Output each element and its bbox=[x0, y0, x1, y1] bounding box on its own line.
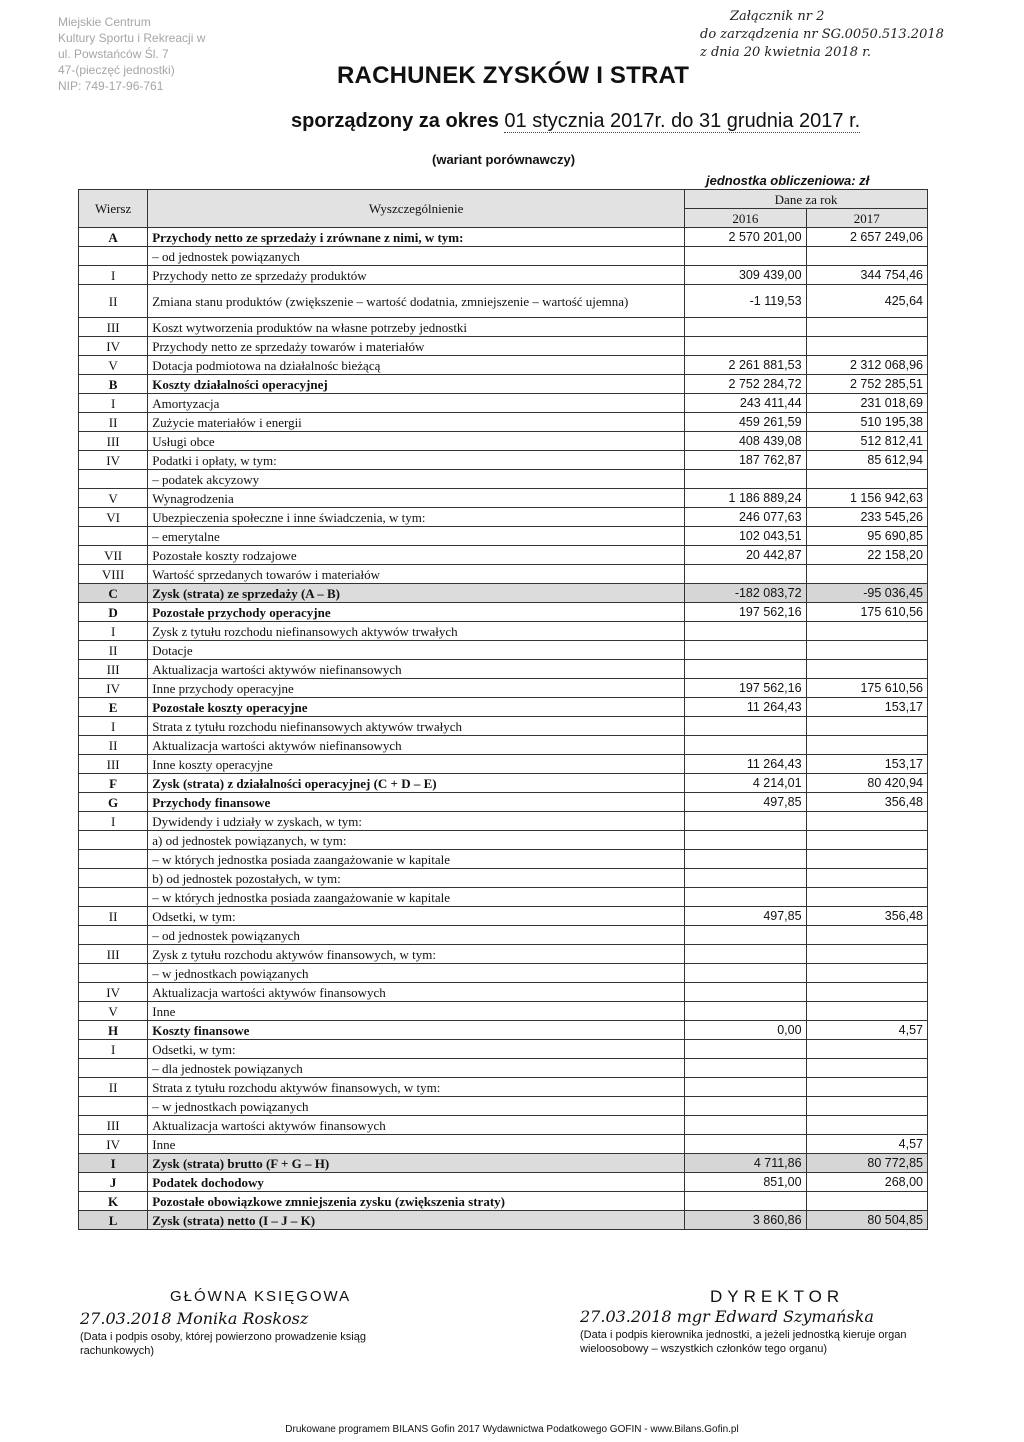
value-2017: 80 772,85 bbox=[806, 1154, 927, 1173]
stamp-line: ul. Powstańców Śl. 7 bbox=[58, 47, 169, 61]
table-row bbox=[79, 660, 928, 679]
value-2017 bbox=[806, 983, 927, 1002]
value-2017 bbox=[806, 1097, 927, 1116]
row-code: I bbox=[79, 622, 148, 641]
row-code: I bbox=[79, 1040, 148, 1059]
value-2017 bbox=[806, 869, 927, 888]
table-row bbox=[79, 1211, 928, 1230]
row-label: Inne przychody operacyjne bbox=[148, 679, 685, 698]
value-2016 bbox=[685, 983, 806, 1002]
value-2017: 233 545,26 bbox=[806, 508, 927, 527]
row-code: C bbox=[79, 584, 148, 603]
table-row bbox=[79, 432, 928, 451]
accountant-name: Monika Roskosz bbox=[176, 1309, 309, 1328]
value-2017: 4,57 bbox=[806, 1021, 927, 1040]
director-date: 27.03.2018 bbox=[580, 1307, 672, 1326]
value-2017: 510 195,38 bbox=[806, 413, 927, 432]
table-row bbox=[79, 1078, 928, 1097]
value-2017: 344 754,46 bbox=[806, 266, 927, 285]
row-code: L bbox=[79, 1211, 148, 1230]
row-label: Przychody netto ze sprzedaży towarów i materiałów bbox=[148, 337, 685, 356]
row-code: I bbox=[79, 1154, 148, 1173]
value-2016: 246 077,63 bbox=[685, 508, 806, 527]
value-2016: 2 570 201,00 bbox=[685, 228, 806, 247]
value-2016: 197 562,16 bbox=[685, 679, 806, 698]
value-2016 bbox=[685, 470, 806, 489]
table-row bbox=[79, 470, 928, 489]
table-row bbox=[79, 546, 928, 565]
value-2016 bbox=[685, 850, 806, 869]
row-label: – w których jednostka posiada zaangażowanie w kapitale bbox=[148, 888, 685, 907]
value-2017 bbox=[806, 888, 927, 907]
table-row bbox=[79, 1192, 928, 1211]
row-code bbox=[79, 1097, 148, 1116]
table-row bbox=[79, 793, 928, 812]
value-2017 bbox=[806, 337, 927, 356]
software-footer: Drukowane programem BILANS Gofin 2017 Wydawnictwa Podatkowego GOFIN - www.Bilans.Gofin.pl bbox=[285, 1424, 739, 1435]
value-2016: 2 752 284,72 bbox=[685, 375, 806, 394]
unit-value: zł bbox=[859, 173, 870, 188]
row-code: B bbox=[79, 375, 148, 394]
value-2016: -1 119,53 bbox=[685, 285, 806, 318]
row-code: H bbox=[79, 1021, 148, 1040]
table-row bbox=[79, 527, 928, 546]
row-code: VIII bbox=[79, 565, 148, 584]
value-2017: 356,48 bbox=[806, 907, 927, 926]
row-label: Pozostałe przychody operacyjne bbox=[148, 603, 685, 622]
row-label: Zysk (strata) z działalności operacyjnej (C + D – E) bbox=[148, 774, 685, 793]
value-2016: 4 214,01 bbox=[685, 774, 806, 793]
value-2017: 80 420,94 bbox=[806, 774, 927, 793]
value-2016 bbox=[685, 964, 806, 983]
table-row bbox=[79, 850, 928, 869]
row-code: I bbox=[79, 266, 148, 285]
value-2017: 85 612,94 bbox=[806, 451, 927, 470]
table-row bbox=[79, 247, 928, 266]
table-row bbox=[79, 1154, 928, 1173]
row-label: Inne bbox=[148, 1002, 685, 1021]
row-label: Przychody netto ze sprzedaży i zrównane z nimi, w tym: bbox=[148, 228, 685, 247]
value-2016 bbox=[685, 641, 806, 660]
value-2017: 268,00 bbox=[806, 1173, 927, 1192]
period-prefix: sporządzony za okres bbox=[291, 110, 499, 132]
value-2017 bbox=[806, 641, 927, 660]
table-row bbox=[79, 736, 928, 755]
value-2016 bbox=[685, 660, 806, 679]
value-2017 bbox=[806, 717, 927, 736]
accountant-caption: (Data i podpis osoby, której powierzono prowadzenie ksiąg rachunkowych) bbox=[80, 1331, 366, 1357]
value-2017 bbox=[806, 964, 927, 983]
row-label: Wartość sprzedanych towarów i materiałów bbox=[148, 565, 685, 584]
row-code: IV bbox=[79, 679, 148, 698]
unit-of-measure bbox=[706, 173, 869, 188]
director-signature-block bbox=[580, 1287, 940, 1356]
value-2016: 497,85 bbox=[685, 793, 806, 812]
value-2017 bbox=[806, 660, 927, 679]
value-2016 bbox=[685, 926, 806, 945]
column-header-2016: 2016 bbox=[685, 209, 806, 228]
value-2016 bbox=[685, 869, 806, 888]
row-code: III bbox=[79, 318, 148, 337]
value-2017 bbox=[806, 622, 927, 641]
table-row bbox=[79, 641, 928, 660]
value-2017: 95 690,85 bbox=[806, 527, 927, 546]
row-code: K bbox=[79, 1192, 148, 1211]
value-2016 bbox=[685, 247, 806, 266]
row-code: VI bbox=[79, 508, 148, 527]
row-code bbox=[79, 247, 148, 266]
row-code bbox=[79, 470, 148, 489]
row-code: II bbox=[79, 907, 148, 926]
value-2016 bbox=[685, 565, 806, 584]
table-row bbox=[79, 812, 928, 831]
row-label: – podatek akcyzowy bbox=[148, 470, 685, 489]
value-2017 bbox=[806, 318, 927, 337]
table-row bbox=[79, 1135, 928, 1154]
row-label: Aktualizacja wartości aktywów finansowych bbox=[148, 983, 685, 1002]
row-label: Aktualizacja wartości aktywów niefinansowych bbox=[148, 736, 685, 755]
value-2017: 22 158,20 bbox=[806, 546, 927, 565]
row-label: Amortyzacja bbox=[148, 394, 685, 413]
value-2017 bbox=[806, 926, 927, 945]
row-label: Ubezpieczenia społeczne i inne świadczenia, w tym: bbox=[148, 508, 685, 527]
value-2017 bbox=[806, 1192, 927, 1211]
value-2016: 11 264,43 bbox=[685, 698, 806, 717]
row-label: Pozostałe koszty operacyjne bbox=[148, 698, 685, 717]
row-code: II bbox=[79, 285, 148, 318]
value-2016 bbox=[685, 1059, 806, 1078]
table-row bbox=[79, 755, 928, 774]
value-2016: 11 264,43 bbox=[685, 755, 806, 774]
row-label: Aktualizacja wartości aktywów finansowych bbox=[148, 1116, 685, 1135]
table-row bbox=[79, 413, 928, 432]
value-2016 bbox=[685, 1192, 806, 1211]
row-label: Odsetki, w tym: bbox=[148, 907, 685, 926]
attachment-annotation bbox=[700, 8, 1000, 62]
value-2017 bbox=[806, 1078, 927, 1097]
row-label: Koszty działalności operacyjnej bbox=[148, 375, 685, 394]
value-2017 bbox=[806, 850, 927, 869]
value-2016: 20 442,87 bbox=[685, 546, 806, 565]
value-2017: 1 156 942,63 bbox=[806, 489, 927, 508]
row-code: IV bbox=[79, 451, 148, 470]
row-code: III bbox=[79, 1116, 148, 1135]
row-code: II bbox=[79, 736, 148, 755]
value-2017 bbox=[806, 470, 927, 489]
table-row bbox=[79, 228, 928, 247]
row-code: G bbox=[79, 793, 148, 812]
value-2017 bbox=[806, 1040, 927, 1059]
table-row bbox=[79, 489, 928, 508]
annotation-line: do zarządzenia nr SG.0050.513.2018 bbox=[700, 27, 944, 42]
row-label: Inne koszty operacyjne bbox=[148, 755, 685, 774]
table-row bbox=[79, 565, 928, 584]
stamp-line: NIP: 749-17-96-761 bbox=[58, 79, 164, 93]
table-row bbox=[79, 926, 928, 945]
table-row bbox=[79, 622, 928, 641]
row-code: J bbox=[79, 1173, 148, 1192]
row-label: – od jednostek powiązanych bbox=[148, 926, 685, 945]
column-header-data: Dane za rok bbox=[685, 190, 928, 209]
table-row bbox=[79, 356, 928, 375]
row-code: III bbox=[79, 660, 148, 679]
row-code bbox=[79, 1059, 148, 1078]
value-2017 bbox=[806, 831, 927, 850]
value-2016: 3 860,86 bbox=[685, 1211, 806, 1230]
row-code: II bbox=[79, 1078, 148, 1097]
column-header-row: Wiersz bbox=[79, 190, 148, 228]
row-label: – w których jednostka posiada zaangażowanie w kapitale bbox=[148, 850, 685, 869]
value-2017 bbox=[806, 1002, 927, 1021]
row-code bbox=[79, 869, 148, 888]
table-row bbox=[79, 983, 928, 1002]
value-2016 bbox=[685, 622, 806, 641]
row-label: – emerytalne bbox=[148, 527, 685, 546]
value-2016 bbox=[685, 1135, 806, 1154]
value-2016: 459 261,59 bbox=[685, 413, 806, 432]
table-row bbox=[79, 1097, 928, 1116]
table-row bbox=[79, 318, 928, 337]
value-2016 bbox=[685, 717, 806, 736]
table-row bbox=[79, 285, 928, 318]
accountant-signature bbox=[80, 1309, 440, 1328]
row-label: Zużycie materiałów i energii bbox=[148, 413, 685, 432]
table-row bbox=[79, 945, 928, 964]
table-body bbox=[79, 228, 928, 1230]
row-label: a) od jednostek powiązanych, w tym: bbox=[148, 831, 685, 850]
value-2016 bbox=[685, 1040, 806, 1059]
value-2017 bbox=[806, 812, 927, 831]
row-label: Dotacje bbox=[148, 641, 685, 660]
table-row bbox=[79, 394, 928, 413]
row-code: I bbox=[79, 717, 148, 736]
table-row bbox=[79, 774, 928, 793]
unit-label: jednostka obliczeniowa: bbox=[706, 173, 856, 188]
row-label: b) od jednostek pozostałych, w tym: bbox=[148, 869, 685, 888]
value-2016 bbox=[685, 1002, 806, 1021]
value-2017 bbox=[806, 736, 927, 755]
row-code: II bbox=[79, 413, 148, 432]
table-row bbox=[79, 337, 928, 356]
accountant-role: GŁÓWNA KSIĘGOWA bbox=[170, 1288, 352, 1305]
row-code bbox=[79, 831, 148, 850]
table-row bbox=[79, 584, 928, 603]
row-label: Zysk z tytułu rozchodu aktywów finansowych, w tym: bbox=[148, 945, 685, 964]
row-label: Dywidendy i udziały w zyskach, w tym: bbox=[148, 812, 685, 831]
row-code: IV bbox=[79, 1135, 148, 1154]
row-code: III bbox=[79, 755, 148, 774]
row-code: III bbox=[79, 432, 148, 451]
row-label: Zmiana stanu produktów (zwiększenie – wartość dodatnia, zmniejszenie – wartość ujemna) bbox=[148, 285, 685, 318]
accountant-date: 27.03.2018 bbox=[80, 1309, 172, 1328]
table-row bbox=[79, 1002, 928, 1021]
value-2017: 2 312 068,96 bbox=[806, 356, 927, 375]
document-title: RACHUNEK ZYSKÓW I STRAT bbox=[337, 62, 690, 89]
row-label: Podatki i opłaty, w tym: bbox=[148, 451, 685, 470]
value-2017: 356,48 bbox=[806, 793, 927, 812]
accountant-signature-block bbox=[80, 1290, 440, 1358]
row-label: Przychody netto ze sprzedaży produktów bbox=[148, 266, 685, 285]
table-row bbox=[79, 1021, 928, 1040]
period-value: 01 stycznia 2017r. do 31 grudnia 2017 r. bbox=[504, 110, 861, 132]
table-row bbox=[79, 375, 928, 394]
director-role: DYREKTOR bbox=[710, 1287, 845, 1306]
value-2017: 2 752 285,51 bbox=[806, 375, 927, 394]
value-2016: 187 762,87 bbox=[685, 451, 806, 470]
row-label: Dotacja podmiotowa na działalnośc bieżącą bbox=[148, 356, 685, 375]
value-2016: 2 261 881,53 bbox=[685, 356, 806, 375]
table-row bbox=[79, 907, 928, 926]
row-label: Usługi obce bbox=[148, 432, 685, 451]
value-2016: 0,00 bbox=[685, 1021, 806, 1040]
table-row bbox=[79, 964, 928, 983]
value-2016: 197 562,16 bbox=[685, 603, 806, 622]
director-name: mgr Edward Szymańska bbox=[676, 1307, 874, 1326]
row-code: E bbox=[79, 698, 148, 717]
row-code: F bbox=[79, 774, 148, 793]
statement-variant: (wariant porównawczy) bbox=[432, 152, 576, 167]
row-label: Podatek dochodowy bbox=[148, 1173, 685, 1192]
row-code bbox=[79, 964, 148, 983]
column-header-2017: 2017 bbox=[806, 209, 927, 228]
row-code: I bbox=[79, 812, 148, 831]
value-2016: 408 439,08 bbox=[685, 432, 806, 451]
income-statement-table bbox=[78, 189, 928, 1230]
row-code: III bbox=[79, 945, 148, 964]
value-2017 bbox=[806, 247, 927, 266]
value-2016 bbox=[685, 812, 806, 831]
value-2016: 4 711,86 bbox=[685, 1154, 806, 1173]
value-2017: 153,17 bbox=[806, 698, 927, 717]
row-label: – w jednostkach powiązanych bbox=[148, 964, 685, 983]
value-2017 bbox=[806, 1059, 927, 1078]
row-code: IV bbox=[79, 983, 148, 1002]
table-row bbox=[79, 888, 928, 907]
row-label: Zysk (strata) netto (I – J – K) bbox=[148, 1211, 685, 1230]
table-row bbox=[79, 1116, 928, 1135]
table-row bbox=[79, 869, 928, 888]
value-2016 bbox=[685, 945, 806, 964]
row-code: V bbox=[79, 1002, 148, 1021]
row-label: Aktualizacja wartości aktywów niefinansowych bbox=[148, 660, 685, 679]
value-2016: 309 439,00 bbox=[685, 266, 806, 285]
table-row bbox=[79, 1173, 928, 1192]
unit-stamp bbox=[58, 14, 318, 94]
value-2017: 425,64 bbox=[806, 285, 927, 318]
value-2017: 4,57 bbox=[806, 1135, 927, 1154]
value-2016: 102 043,51 bbox=[685, 527, 806, 546]
table-row bbox=[79, 698, 928, 717]
annotation-line: Załącznik nr 2 bbox=[730, 9, 825, 24]
value-2016: 497,85 bbox=[685, 907, 806, 926]
table-row bbox=[79, 679, 928, 698]
value-2017: 231 018,69 bbox=[806, 394, 927, 413]
table-row bbox=[79, 1040, 928, 1059]
value-2016: 1 186 889,24 bbox=[685, 489, 806, 508]
row-label: – dla jednostek powiązanych bbox=[148, 1059, 685, 1078]
row-label: Koszt wytworzenia produktów na własne potrzeby jednostki bbox=[148, 318, 685, 337]
row-label: – w jednostkach powiązanych bbox=[148, 1097, 685, 1116]
value-2017 bbox=[806, 945, 927, 964]
table-row bbox=[79, 717, 928, 736]
row-label: Inne bbox=[148, 1135, 685, 1154]
value-2016: 851,00 bbox=[685, 1173, 806, 1192]
row-code bbox=[79, 888, 148, 907]
value-2016 bbox=[685, 736, 806, 755]
row-code bbox=[79, 527, 148, 546]
value-2017 bbox=[806, 1116, 927, 1135]
director-caption: (Data i podpis kierownika jednostki, a jeżeli jednostką kieruje organ wieloosobowy – wszystkich członków tego organu) bbox=[580, 1329, 907, 1355]
value-2016: 243 411,44 bbox=[685, 394, 806, 413]
value-2017 bbox=[806, 565, 927, 584]
row-code: II bbox=[79, 641, 148, 660]
value-2016 bbox=[685, 831, 806, 850]
table-row bbox=[79, 603, 928, 622]
reporting-period bbox=[291, 110, 860, 133]
value-2017: 175 610,56 bbox=[806, 603, 927, 622]
value-2016: -182 083,72 bbox=[685, 584, 806, 603]
value-2016 bbox=[685, 1116, 806, 1135]
row-label: Strata z tytułu rozchodu aktywów finansowych, w tym: bbox=[148, 1078, 685, 1097]
row-label: Zysk (strata) brutto (F + G – H) bbox=[148, 1154, 685, 1173]
row-code: I bbox=[79, 394, 148, 413]
row-label: Pozostałe koszty rodzajowe bbox=[148, 546, 685, 565]
value-2016 bbox=[685, 888, 806, 907]
row-label: Wynagrodzenia bbox=[148, 489, 685, 508]
row-label: Przychody finansowe bbox=[148, 793, 685, 812]
row-label: Odsetki, w tym: bbox=[148, 1040, 685, 1059]
row-code: D bbox=[79, 603, 148, 622]
table-row bbox=[79, 266, 928, 285]
row-code: V bbox=[79, 356, 148, 375]
stamp-line: 47-(pieczęć jednostki) bbox=[58, 63, 175, 77]
stamp-line: Kultury Sportu i Rekreacji w bbox=[58, 31, 206, 45]
table-row bbox=[79, 1059, 928, 1078]
value-2017: 175 610,56 bbox=[806, 679, 927, 698]
row-code: V bbox=[79, 489, 148, 508]
table-row bbox=[79, 831, 928, 850]
value-2017: 80 504,85 bbox=[806, 1211, 927, 1230]
row-label: Koszty finansowe bbox=[148, 1021, 685, 1040]
director-signature bbox=[580, 1307, 940, 1326]
value-2017: 153,17 bbox=[806, 755, 927, 774]
row-label: Strata z tytułu rozchodu niefinansowych aktywów trwałych bbox=[148, 717, 685, 736]
value-2016 bbox=[685, 337, 806, 356]
row-label: Zysk z tytułu rozchodu niefinansowych aktywów trwałych bbox=[148, 622, 685, 641]
table-row bbox=[79, 451, 928, 470]
row-code: VII bbox=[79, 546, 148, 565]
value-2016 bbox=[685, 318, 806, 337]
row-label: Zysk (strata) ze sprzedaży (A – B) bbox=[148, 584, 685, 603]
row-label: – od jednostek powiązanych bbox=[148, 247, 685, 266]
row-code: A bbox=[79, 228, 148, 247]
row-label: Pozostałe obowiązkowe zmniejszenia zysku (zwiększenia straty) bbox=[148, 1192, 685, 1211]
value-2016 bbox=[685, 1078, 806, 1097]
row-code bbox=[79, 926, 148, 945]
stamp-line: Miejskie Centrum bbox=[58, 15, 151, 29]
row-code bbox=[79, 850, 148, 869]
annotation-line: z dnia 20 kwietnia 2018 r. bbox=[700, 45, 872, 60]
row-code: IV bbox=[79, 337, 148, 356]
value-2017: 512 812,41 bbox=[806, 432, 927, 451]
value-2017: 2 657 249,06 bbox=[806, 228, 927, 247]
value-2017: -95 036,45 bbox=[806, 584, 927, 603]
value-2016 bbox=[685, 1097, 806, 1116]
table-row bbox=[79, 508, 928, 527]
column-header-description: Wyszczególnienie bbox=[148, 190, 685, 228]
